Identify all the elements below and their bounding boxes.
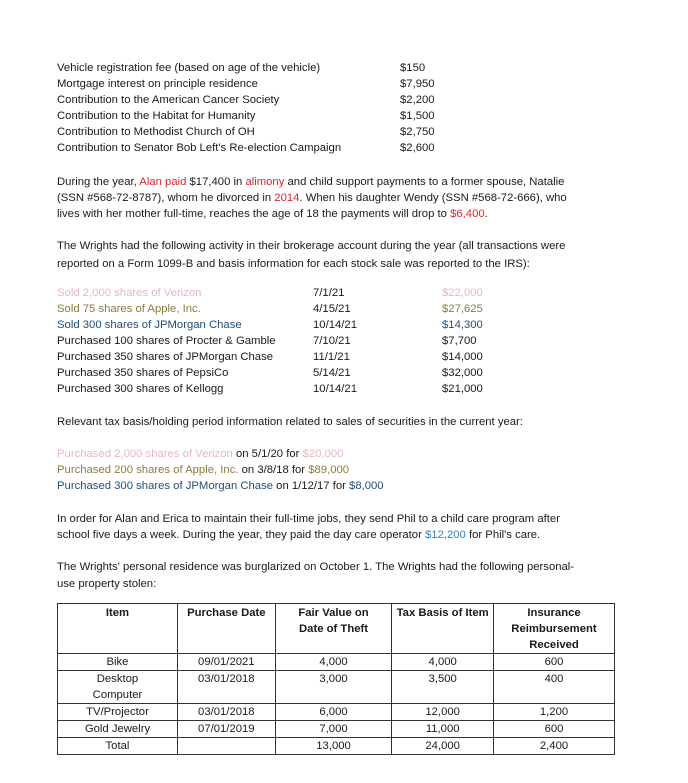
transaction-amount: $21,000 (442, 383, 483, 395)
basis-what: Purchased 2,000 shares of Verizon (57, 448, 233, 460)
deduction-amount: $2,750 (400, 126, 435, 138)
cell: 3,000 (275, 671, 392, 704)
deduction-label: Contribution to the Habitat for Humanity (57, 110, 256, 122)
childcare-text: In order for Alan and Erica to maintain their full-time jobs, they send Phil to a child care program after (57, 513, 560, 525)
text: During the year, (57, 176, 140, 188)
deduction-label: Contribution to Senator Bob Left's Re-election Campaign (57, 142, 342, 154)
header-cell: Insurance Reimbursement Received (494, 604, 615, 654)
basis-on: on 5/1/20 for (232, 448, 303, 460)
cell (177, 738, 275, 755)
highlight: Alan paid (139, 176, 187, 188)
cell: 600 (494, 654, 615, 671)
basis-what: Purchased 300 shares of JPMorgan Chase (57, 480, 274, 492)
basis-price: $89,000 (308, 464, 350, 476)
cell: 2,400 (494, 738, 615, 755)
cell: 3,500 (392, 671, 494, 704)
cell: 400 (494, 671, 615, 704)
highlight: alimony (245, 176, 285, 188)
table-total-row (58, 738, 615, 755)
cell: Bike (58, 654, 178, 671)
theft-table (57, 603, 615, 755)
cell: 7,000 (275, 721, 392, 738)
cell: 4,000 (392, 654, 494, 671)
basis-price: $8,000 (349, 480, 384, 492)
header-cell: Purchase Date (177, 604, 275, 654)
cell: 6,000 (275, 704, 392, 721)
cell: 12,000 (392, 704, 494, 721)
brokerage-intro: reported on a Form 1099-B and basis information for each stock sale was reported to the IRS): (57, 258, 530, 270)
table-row (58, 671, 615, 704)
transaction-amount: $7,700 (442, 335, 477, 347)
header-cell: Fair Value on Date of Theft (275, 604, 392, 654)
transaction-date: 10/14/21 (313, 319, 357, 331)
cell: 24,000 (392, 738, 494, 755)
cell: 11,000 (392, 721, 494, 738)
deduction-label: Contribution to the American Cancer Society (57, 94, 280, 106)
cell: 1,200 (494, 704, 615, 721)
table-row (58, 721, 615, 738)
text: . (484, 208, 488, 220)
text: school five days a week. During the year, they paid the day care operator (57, 529, 425, 541)
basis-what: Purchased 200 shares of Apple, Inc. (57, 464, 239, 476)
cell: 4,000 (275, 654, 392, 671)
basis-on: on 1/12/17 for (273, 480, 350, 492)
transaction-date: 4/15/21 (313, 303, 351, 315)
transaction-amount: $22,000 (442, 287, 483, 299)
deduction-amount: $150 (400, 62, 426, 74)
basis-intro: Relevant tax basis/holding period information related to sales of securities in the current year: (57, 416, 523, 428)
transaction-amount: $14,000 (442, 351, 483, 363)
deduction-label: Contribution to Methodist Church of OH (57, 126, 255, 138)
transaction-desc: Sold 75 shares of Apple, Inc. (57, 303, 201, 315)
burglary-text: The Wrights' personal residence was burglarized on October 1. The Wrights had the following personal- (57, 561, 575, 573)
transaction-date: 10/14/21 (313, 383, 357, 395)
brokerage-intro: The Wrights had the following activity in their brokerage account during the year (all transactions were (57, 240, 566, 252)
cell: 07/01/2019 (177, 721, 275, 738)
transaction-date: 5/14/21 (313, 367, 351, 379)
highlight: $6,400 (450, 208, 485, 220)
deduction-amount: $7,950 (400, 78, 435, 90)
deduction-amount: $2,200 (400, 94, 435, 106)
text: lives with her mother full-time, reaches the age of 18 the payments will drop to (57, 208, 451, 220)
cell: Total (58, 738, 178, 755)
text: for Phil's care. (465, 529, 541, 541)
header-cell: Tax Basis of Item (392, 604, 494, 654)
basis-price: $20,000 (302, 448, 344, 460)
cell: 600 (494, 721, 615, 738)
transaction-date: 11/1/21 (313, 351, 350, 363)
header-cell: Item (58, 604, 178, 654)
deduction-label: Mortgage interest on principle residence (57, 78, 258, 90)
text: $17,400 in (186, 176, 246, 188)
deduction-amount: $1,500 (400, 110, 435, 122)
transaction-date: 7/1/21 (313, 287, 345, 299)
cell: Gold Jewelry (58, 721, 178, 738)
transaction-amount: $14,300 (442, 319, 483, 331)
cell: Desktop Computer (58, 671, 178, 704)
text: (SSN #568-72-8787), whom he divorced in (57, 192, 275, 204)
transaction-desc: Purchased 350 shares of PepsiCo (57, 367, 229, 379)
cell: 13,000 (275, 738, 392, 755)
table-header-row (58, 604, 615, 654)
transaction-desc: Sold 2,000 shares of Verizon (57, 287, 202, 299)
text: . When his daughter Wendy (SSN #568-72-666), who (299, 192, 567, 204)
highlight: 2014 (274, 192, 300, 204)
table-row (58, 704, 615, 721)
transaction-desc: Purchased 300 shares of Kellogg (57, 383, 224, 395)
transaction-amount: $27,625 (442, 303, 483, 315)
text: and child support payments to a former spouse, Natalie (284, 176, 565, 188)
transaction-date: 7/10/21 (313, 335, 351, 347)
deduction-amount: $2,600 (400, 142, 435, 154)
highlight: $12,200 (425, 529, 466, 541)
burglary-text: use property stolen: (57, 578, 157, 590)
table-row (58, 654, 615, 671)
deduction-label: Vehicle registration fee (based on age of the vehicle) (57, 62, 321, 74)
cell: TV/Projector (58, 704, 178, 721)
cell: 03/01/2018 (177, 671, 275, 704)
cell: 09/01/2021 (177, 654, 275, 671)
basis-on: on 3/8/18 for (238, 464, 309, 476)
transaction-desc: Purchased 350 shares of JPMorgan Chase (57, 351, 274, 363)
transaction-desc: Sold 300 shares of JPMorgan Chase (57, 319, 242, 331)
cell: 03/01/2018 (177, 704, 275, 721)
transaction-amount: $32,000 (442, 367, 483, 379)
transaction-desc: Purchased 100 shares of Procter & Gamble (57, 335, 276, 347)
